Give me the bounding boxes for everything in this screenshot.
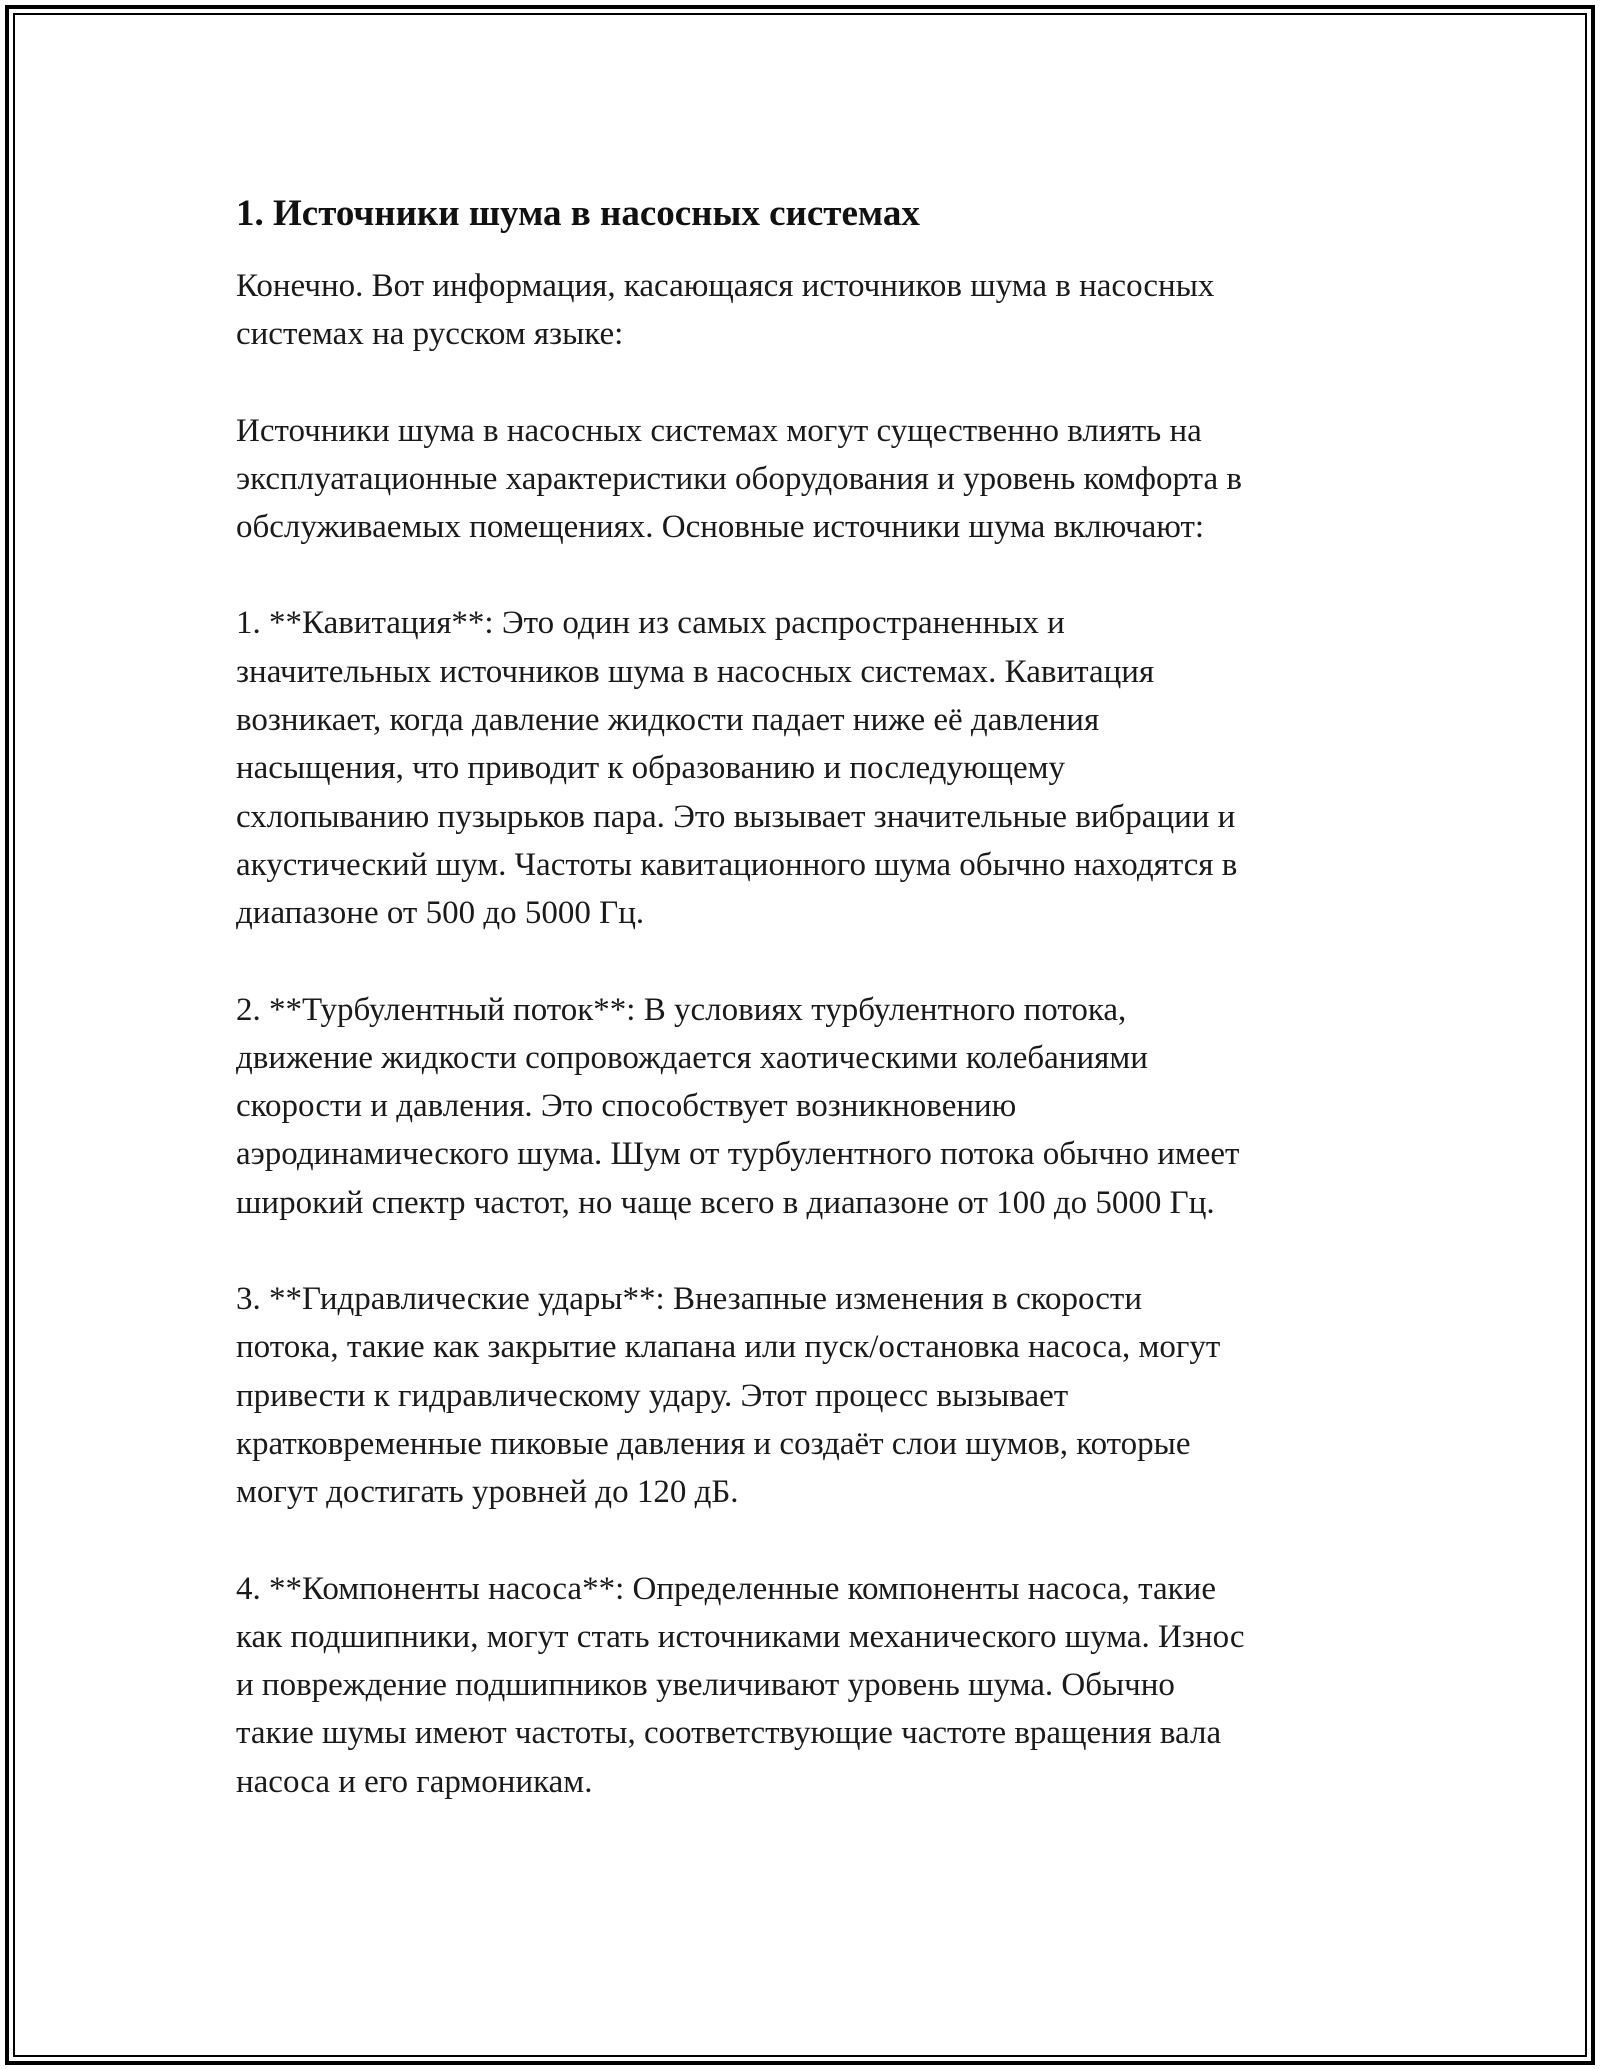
document-body xyxy=(236,188,1376,1854)
list-item-pump-components: 4. **Компоненты насоса**: Определенные компоненты насоса, такие как подшипники, могут стать источниками механического шума. Износ и повреждение подшипников увеличивают уровень шума. Обычно такие шумы имеют частоты, соответствующие частоте вращения вала насоса и его гармоникам. xyxy=(236,1570,1245,1800)
intro-paragraph: Конечно. Вот информация, касающаяся источников шума в насосных системах на русском языке: xyxy=(236,268,1215,353)
list-item-cavitation: 1. **Кавитация**: Это один из самых распространенных и значительных источников шума в насосных системах. Кавитация возникает, когда давление жидкости падает ниже её давления насыщения, что приводит к образованию и последующему схлопыванию пузырьков пара. Это вызывает значительные вибрации и акустический шум. Частоты кавитационного шума обычно находятся в диапазоне от 500 до 5000 Гц. xyxy=(236,605,1238,932)
list-item-water-hammer: 3. **Гидравлические удары**: Внезапные изменения в скорости потока, такие как закрытие клапана или пуск/остановка насоса, могут привести к гидравлическому удару. Этот процесс вызывает кратковременные пиковые давления и создаёт слои шумов, которые могут достигать уровней до 120 дБ. xyxy=(236,1281,1221,1511)
section-title: 1. Источники шума в насосных системах xyxy=(236,193,920,234)
overview-paragraph: Источники шума в насосных системах могут существенно влиять на эксплуатационные характеристики оборудования и уровень комфорта в обслуживаемых помещениях. Основные источники шума включают: xyxy=(236,412,1242,546)
list-item-turbulent-flow: 2. **Турбулентный поток**: В условиях турбулентного потока, движение жидкости сопровождается хаотическими колебаниями скорости и давления. Это способствует возникновению аэродинамического шума. Шум от турбулентного потока обычно имеет широкий спектр частот, но чаще всего в диапазоне от 100 до 5000 Гц. xyxy=(236,991,1240,1221)
